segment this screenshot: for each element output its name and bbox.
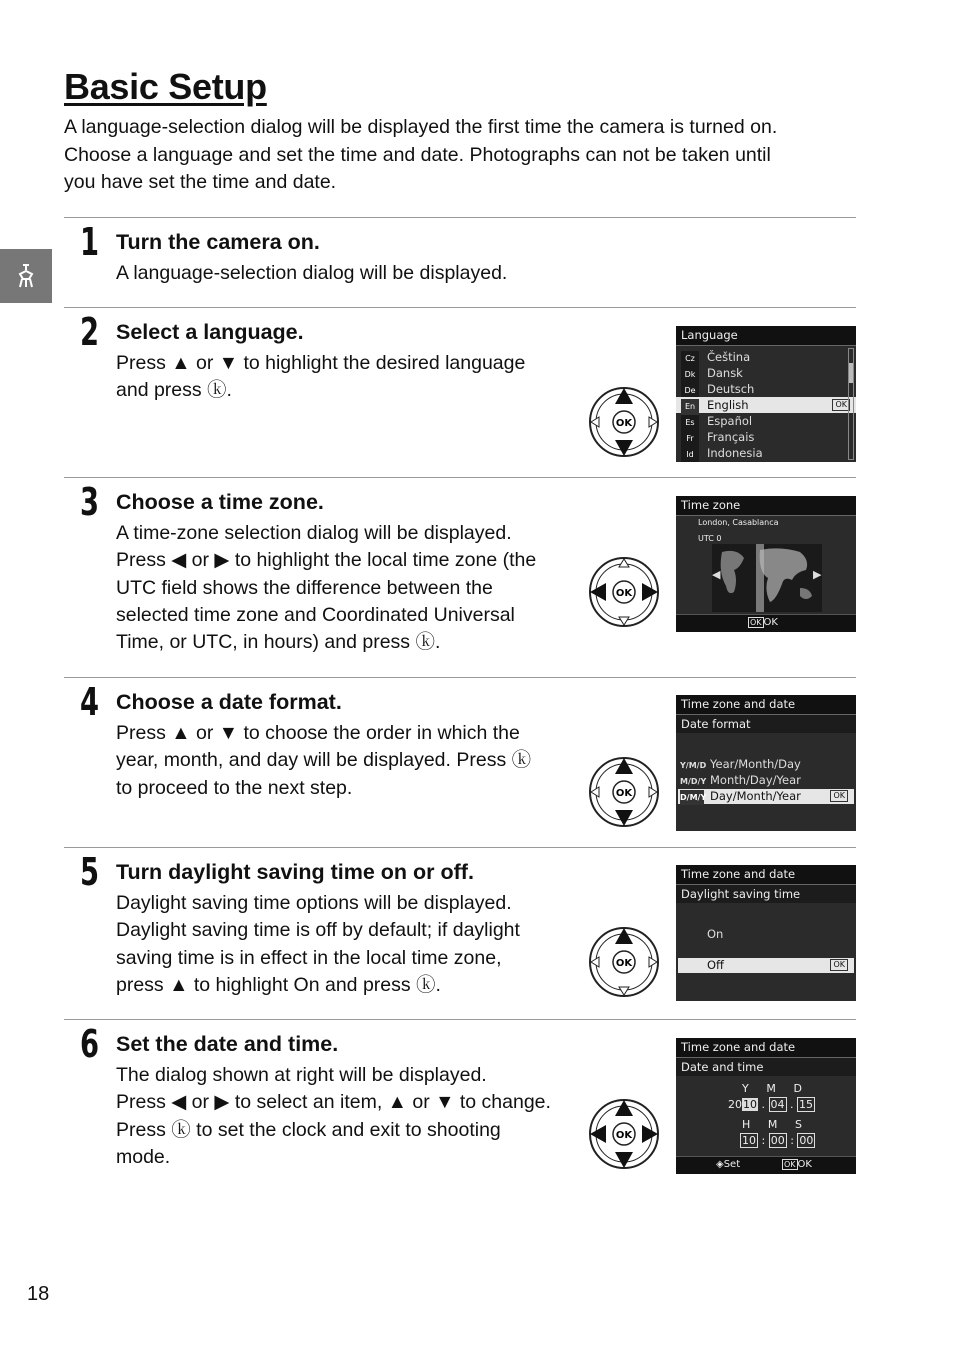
screen-subheader: Date and time xyxy=(676,1058,856,1076)
date-format-option[interactable] xyxy=(678,757,854,772)
multi-selector-up-down-icon xyxy=(588,386,660,458)
language-item-selected[interactable] xyxy=(676,397,856,413)
step-body-line: press ▲ to highlight On and press ⓚ. xyxy=(116,973,441,996)
option-label: Off xyxy=(707,958,724,972)
multi-selector-icon: ◈ xyxy=(716,1159,724,1170)
step-body-line: Press ◀ or ▶ to highlight the local time zone (the xyxy=(116,549,537,572)
screen-header: Time zone and date xyxy=(676,695,856,715)
step-title: Turn daylight saving time on or off. xyxy=(116,860,474,884)
intro-line: you have set the time and date. xyxy=(64,171,337,193)
step-body xyxy=(116,720,572,802)
intro-line: A language-selection dialog will be displayed the first time the camera is turned on. xyxy=(64,116,778,138)
language-code: De xyxy=(681,383,699,399)
language-item[interactable] xyxy=(676,365,856,381)
screen-header: Time zone and date xyxy=(676,1038,856,1058)
step-4 xyxy=(64,677,856,848)
format-code: Y/M/D xyxy=(680,761,707,770)
screen-footer xyxy=(676,614,856,632)
screen-subheader: Daylight saving time xyxy=(676,885,856,903)
ok-button-icon: OK xyxy=(750,618,762,627)
date-time-screen xyxy=(676,1038,856,1174)
step-body-line: mode. xyxy=(116,1145,171,1168)
step-body-line: selected time zone and Coordinated Universal xyxy=(116,603,515,626)
multi-selector-up-icon xyxy=(588,926,660,998)
step-body-line: Press ◀ or ▶ to select an item, ▲ or ▼ to change. xyxy=(116,1091,551,1114)
step-number: 3 xyxy=(80,480,100,524)
language-item[interactable] xyxy=(676,349,856,365)
language-screen xyxy=(676,326,856,462)
month-label: M xyxy=(766,1082,776,1095)
step-body-line: and press ⓚ. xyxy=(116,379,232,402)
language-name: English xyxy=(707,398,749,412)
language-item[interactable] xyxy=(676,445,856,461)
svg-text:OK: OK xyxy=(615,588,633,599)
date-format-option[interactable] xyxy=(678,773,854,788)
year-field[interactable]: 10 xyxy=(743,1098,757,1111)
page-title: Basic Setup xyxy=(64,66,267,107)
intro-line: Choose a language and set the time and date. Photographs can not be taken until xyxy=(64,143,771,166)
screen-subheader: Date format xyxy=(676,715,856,733)
language-item[interactable] xyxy=(676,381,856,397)
date-format-option-selected[interactable] xyxy=(678,789,854,804)
utc-offset: UTC 0 xyxy=(698,534,722,543)
hour-label: H xyxy=(742,1118,751,1131)
ok-button-icon: OK xyxy=(784,1160,796,1169)
screen-header: Language xyxy=(676,326,856,346)
format-code: M/D/Y xyxy=(680,777,707,786)
step-title: Choose a time zone. xyxy=(116,490,324,514)
svg-text:OK: OK xyxy=(615,788,633,799)
step-title: Select a language. xyxy=(116,320,304,344)
format-label: Day/Month/Year xyxy=(710,789,801,803)
date-format-screen xyxy=(676,695,856,831)
month-field[interactable]: 04 xyxy=(770,1098,785,1111)
step-body-line: year, month, and day will be displayed. Press ⓚ xyxy=(116,749,532,772)
format-label: Year/Month/Day xyxy=(710,757,801,771)
step-body-line: A language-selection dialog will be displayed. xyxy=(116,262,508,284)
step-5 xyxy=(64,847,856,1020)
step-body xyxy=(116,1062,572,1171)
scrollbar[interactable] xyxy=(848,348,854,460)
ok-hint[interactable] xyxy=(748,617,778,628)
svg-text:OK: OK xyxy=(615,958,633,969)
step-title: Turn the camera on. xyxy=(116,230,320,254)
day-field[interactable]: 15 xyxy=(799,1098,813,1111)
dst-option-on[interactable] xyxy=(678,927,854,942)
language-item[interactable] xyxy=(676,429,856,445)
svg-text:OK: OK xyxy=(615,1130,633,1141)
language-item[interactable] xyxy=(676,413,856,429)
step-body xyxy=(116,890,572,999)
year-prefix: 20 xyxy=(728,1098,742,1111)
minute-field[interactable]: 00 xyxy=(770,1134,785,1147)
step-number: 1 xyxy=(80,220,100,264)
format-label: Month/Day/Year xyxy=(710,773,801,787)
language-code: Fr xyxy=(681,431,699,447)
language-code: Dk xyxy=(681,367,699,383)
setup-menu-icon xyxy=(13,262,39,290)
step-number: 2 xyxy=(80,310,100,354)
ok-badge: OK xyxy=(832,399,850,411)
step-body-line: The dialog shown at right will be displayed. xyxy=(116,1064,487,1086)
timezone-city: London, Casablanca xyxy=(698,518,779,527)
set-hint[interactable] xyxy=(716,1159,740,1170)
date-fields: 2010 . 04 . 15 xyxy=(728,1098,813,1111)
step-body-line: Daylight saving time is off by default; if daylight xyxy=(116,919,520,942)
step-body-line: A time-zone selection dialog will be displayed. xyxy=(116,522,512,544)
step-body-line: Press ⓚ to set the clock and exit to shooting xyxy=(116,1118,501,1141)
step-2 xyxy=(64,307,856,478)
hour-field[interactable]: 10 xyxy=(742,1134,756,1147)
format-code: D/M/Y xyxy=(680,790,704,805)
arrow-left-icon[interactable]: ◀ xyxy=(712,568,721,581)
page-number: 18 xyxy=(27,1283,50,1305)
step-body-line: Daylight saving time options will be displayed. xyxy=(116,892,512,914)
step-3 xyxy=(64,477,856,678)
day-label: D xyxy=(793,1082,802,1095)
ok-badge: OK xyxy=(830,959,848,971)
step-body-line: Press ▲ or ▼ to choose the order in which the xyxy=(116,722,520,744)
step-title: Set the date and time. xyxy=(116,1032,339,1056)
timezone-screen xyxy=(676,496,856,632)
step-number: 5 xyxy=(80,850,100,894)
screen-header: Time zone xyxy=(676,496,856,516)
language-code: Cz xyxy=(681,351,699,367)
ok-hint-label: OK xyxy=(763,617,778,628)
intro-paragraph xyxy=(64,114,864,197)
second-field[interactable]: 00 xyxy=(799,1134,814,1147)
year-label: Y xyxy=(742,1082,749,1095)
step-body-line: saving time is in effect in the local time zone, xyxy=(116,946,502,969)
section-tab xyxy=(0,249,52,303)
language-code: En xyxy=(681,399,699,415)
step-body-line: Press ▲ or ▼ to highlight the desired language xyxy=(116,352,526,374)
multi-selector-left-right-icon xyxy=(588,556,660,628)
ok-hint[interactable] xyxy=(782,1159,812,1170)
step-number: 6 xyxy=(80,1022,100,1066)
date-labels xyxy=(742,1082,802,1095)
set-hint-label: Set xyxy=(723,1159,741,1170)
multi-selector-up-down-icon xyxy=(588,756,660,828)
step-body xyxy=(116,260,756,287)
minute-label: M xyxy=(767,1118,778,1131)
step-1 xyxy=(64,217,856,308)
ok-hint-label: OK xyxy=(797,1159,812,1170)
screen-footer xyxy=(676,1156,856,1174)
language-name: Čeština xyxy=(707,350,751,364)
arrow-right-icon[interactable]: ▶ xyxy=(813,568,822,581)
step-body-line: to proceed to the next step. xyxy=(116,776,353,799)
ok-badge: OK xyxy=(830,790,848,802)
language-code: Es xyxy=(681,415,699,431)
world-map-icon xyxy=(712,544,822,612)
dst-option-off-selected[interactable] xyxy=(678,958,854,973)
step-body xyxy=(116,520,572,656)
step-title: Choose a date format. xyxy=(116,690,342,714)
multi-selector-all-directions-icon xyxy=(588,1098,660,1170)
language-name: Indonesia xyxy=(707,446,763,460)
language-name: Español xyxy=(707,414,753,428)
time-labels xyxy=(742,1118,802,1131)
dst-screen xyxy=(676,865,856,1001)
svg-text:OK: OK xyxy=(615,418,633,429)
language-name: Dansk xyxy=(707,366,743,380)
second-label: S xyxy=(795,1118,802,1131)
step-number: 4 xyxy=(80,680,100,724)
step-body-line: UTC field shows the difference between the xyxy=(116,576,493,599)
step-body-line: Time, or UTC, in hours) and press ⓚ. xyxy=(116,631,441,654)
language-name: Français xyxy=(707,430,755,444)
step-6 xyxy=(64,1019,856,1190)
option-label: On xyxy=(707,927,724,941)
language-name: Deutsch xyxy=(707,382,755,396)
screen-header: Time zone and date xyxy=(676,865,856,885)
time-fields: 10 : 00 : 00 xyxy=(742,1134,814,1147)
language-code: Id xyxy=(681,447,699,462)
step-body xyxy=(116,350,572,405)
